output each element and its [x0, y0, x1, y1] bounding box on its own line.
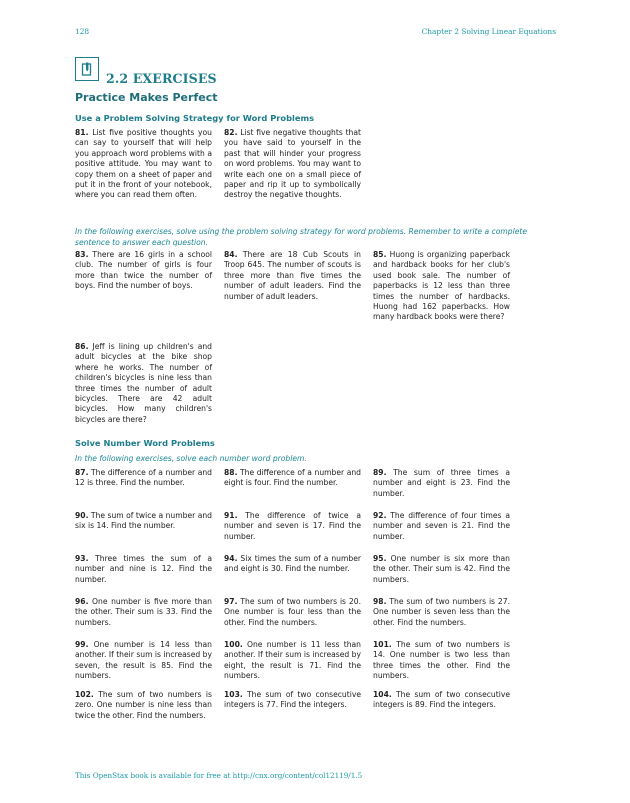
- exercise-text: Three times the sum of a number and nine is 12. Find the number.: [75, 554, 212, 584]
- exercise-text: The sum of two numbers is 14. One number is two less than three times the other. Find the numbers.: [373, 640, 510, 681]
- exercise-96: [75, 597, 212, 628]
- exercise-text: The sum of twice a number and six is 14. Find the number.: [75, 511, 212, 531]
- exercise-text: The sum of two numbers is 27. One number is seven less than the other. Find the numbers.: [373, 597, 510, 627]
- exercise-103: [224, 690, 361, 711]
- exercise-number: 90.: [75, 511, 89, 520]
- exercise-86: [75, 342, 212, 425]
- exercise-101: [373, 640, 510, 682]
- exercise-text: The difference of four times a number and seven is 21. Find the number.: [373, 511, 510, 541]
- exercise-number: 93.: [75, 554, 89, 563]
- exercise-text: The difference of twice a number and seven is 17. Find the number.: [224, 511, 361, 541]
- exercise-number: 100.: [224, 640, 243, 649]
- exercise-95: [373, 554, 510, 585]
- instruction-text: In the following exercises, solve each number word problem.: [75, 454, 307, 463]
- exercise-number: 91.: [224, 511, 238, 520]
- exercise-94: [224, 554, 361, 575]
- exercise-number: 82.: [224, 128, 238, 137]
- exercise-number: 89.: [373, 468, 387, 477]
- exercise-text: List five positive thoughts you can say to yourself that will help you approach word problems with a positive attitude. You may want to copy them on a sheet of paper and put it in the front of your notebook, where you can read them often.: [75, 128, 212, 200]
- exercise-number: 98.: [373, 597, 387, 606]
- exercise-text: Jeff is lining up children's and adult bicycles at the bike shop where he works. The number of children's bicycles is nine less than three times the number of adult bicycles. There are 42 adult bicycles. How many children's bicycles are there?: [75, 342, 212, 424]
- exercise-text: The sum of two consecutive integers is 77. Find the integers.: [224, 690, 361, 710]
- exercise-99: [75, 640, 212, 682]
- footer-text: This OpenStax book is available for free at http://cnx.org/content/col12119/1.5: [75, 771, 363, 780]
- exercise-100: [224, 640, 361, 682]
- exercise-number: 102.: [75, 690, 94, 699]
- exercise-text: The difference of a number and eight is four. Find the number.: [224, 468, 361, 488]
- exercise-number: 84.: [224, 250, 238, 259]
- exercise-text: One number is five more than the other. Their sum is 33. Find the numbers.: [75, 597, 212, 627]
- exercise-text: One number is six more than the other. Their sum is 42. Find the numbers.: [373, 554, 510, 584]
- exercise-text: The difference of a number and 12 is three. Find the number.: [75, 468, 212, 488]
- exercise-text: The sum of two numbers is 20. One number is four less than the other. Find the numbers.: [224, 597, 361, 627]
- exercise-text: Huong is organizing paperback and hardback books for her club's used book sale. The number of paperbacks is 12 less than three times the number of hardbacks. Huong had 162 paperbacks. How many hardback books were there?: [373, 250, 510, 322]
- exercise-number: 97.: [224, 597, 238, 606]
- exercise-text: There are 16 girls in a school club. The number of girls is four more than twice the number of boys. Find the number of boys.: [75, 250, 212, 291]
- exercise-87: [75, 468, 212, 489]
- exercise-85: [373, 250, 510, 323]
- exercise-104: [373, 690, 510, 711]
- exercise-number: 88.: [224, 468, 238, 477]
- exercise-91: [224, 511, 361, 542]
- chapter-title: Chapter 2 Solving Linear Equations: [421, 27, 556, 36]
- exercise-97: [224, 597, 361, 628]
- exercise-93: [75, 554, 212, 585]
- exercise-number: 101.: [373, 640, 392, 649]
- exercise-number: 83.: [75, 250, 89, 259]
- exercise-text: List five negative thoughts that you have said to yourself in the past that will hinder your progress on word problems. You may want to write each one on a small piece of paper and rip it up to symbolically destroy the negative thoughts.: [224, 128, 361, 200]
- exercise-81: [75, 128, 212, 201]
- exercise-number: 95.: [373, 554, 387, 563]
- exercise-text: One number is 14 less than another. If their sum is increased by seven, the result is 85. Find the numbers.: [75, 640, 212, 681]
- exercise-83: [75, 250, 212, 292]
- exercise-number: 104.: [373, 690, 392, 699]
- exercise-number: 96.: [75, 597, 89, 606]
- exercise-number: 92.: [373, 511, 387, 520]
- page-number: 128: [75, 27, 90, 36]
- exercise-number: 86.: [75, 342, 89, 351]
- exercise-102: [75, 690, 212, 721]
- exercise-text: Six times the sum of a number and eight is 30. Find the number.: [224, 554, 361, 574]
- exercise-text: There are 18 Cub Scouts in Troop 645. The number of scouts is three more than five times the number of adult leaders. Find the number of adult leaders.: [224, 250, 361, 301]
- subsection-heading: Use a Problem Solving Strategy for Word Problems: [75, 113, 315, 123]
- exercise-90: [75, 511, 212, 532]
- exercise-text: The sum of two consecutive integers is 89. Find the integers.: [373, 690, 510, 710]
- exercise-98: [373, 597, 510, 628]
- exercise-number: 87.: [75, 468, 89, 477]
- instruction-text: In the following exercises, solve using the problem solving strategy for word problems. Remember to write a complete sentence to answer each question.: [75, 227, 528, 248]
- page-heading: Practice Makes Perfect: [75, 91, 218, 104]
- exercise-text: The sum of two numbers is zero. One number is nine less than twice the other. Find the numbers.: [75, 690, 212, 720]
- exercise-84: [224, 250, 361, 302]
- exercise-number: 99.: [75, 640, 89, 649]
- exercise-number: 103.: [224, 690, 243, 699]
- exercise-number: 85.: [373, 250, 387, 259]
- exercise-89: [373, 468, 510, 499]
- exercise-82: [224, 128, 361, 201]
- exercise-number: 94.: [224, 554, 238, 563]
- exercise-number: 81.: [75, 128, 89, 137]
- section-title: 2.2 EXERCISES: [106, 71, 217, 86]
- notebook-pencil-icon: [75, 57, 99, 81]
- subsection-heading: Solve Number Word Problems: [75, 438, 215, 448]
- exercise-text: The sum of three times a number and eight is 23. Find the number.: [373, 468, 510, 498]
- exercise-88: [224, 468, 361, 489]
- exercise-92: [373, 511, 510, 542]
- exercise-text: One number is 11 less than another. If their sum is increased by eight, the result is 71. Find the numbers.: [224, 640, 361, 681]
